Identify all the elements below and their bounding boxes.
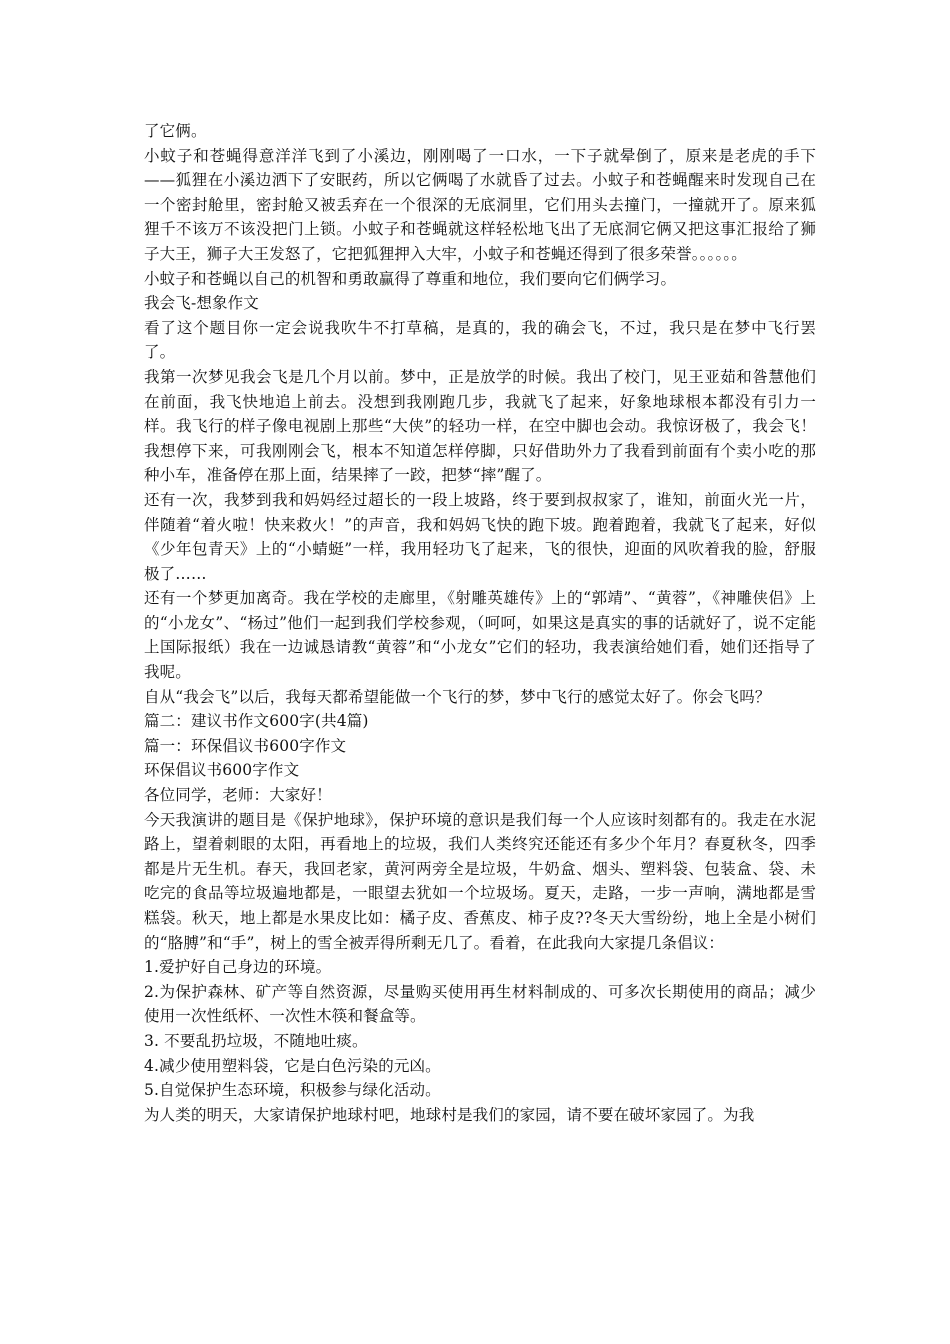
list-item: 5.自觉保护生态环境，积极参与绿化活动。 [144, 1081, 441, 1100]
paragraph: 各位同学，老师：大家好！ [144, 786, 332, 805]
section-title: 环保倡议书600字作文 [144, 761, 300, 780]
list-item: 2.为保护森林、矿产等自然资源，尽量购买使用再生材料制成的、可多次长期使用的商品；减少使用一次性纸杯、一次性木筷和餐盒等。 [144, 982, 816, 1026]
paragraph: 我第一次梦见我会飞是几个月以前。梦中，正是放学的时候。我出了校门，见王亚茹和昝慧他们在前面，我飞快地追上前去。没想到我刚跑几步，我就飞了起来，好象地球根本都没有引力一样。我飞行的样子像电视剧上那些“大侠”的轻功一样，在空中脚也会动。我惊讶极了，我会飞！我想停下来，可我刚刚会飞，根本不知道怎样停脚，只好借助外力了我看到前面有个卖小吃的那种小车，准备停在那上面，结果摔了一跤，把梦“摔”醒了。 [144, 367, 816, 485]
paragraph: 今天我演讲的题目是《保护地球》，保护环境的意识是我们每一个人应该时刻都有的。我走在水泥路上，望着刺眼的太阳，再看地上的垃圾，我们人类终究还能还有多少个年月？春夏秋冬，四季都是片无生机。春天，我回老家，黄河两旁全是垃圾，牛奶盒、烟头、塑料袋、包装盒、袋、未吃完的食品等垃圾遍地都是，一眼望去犹如一个垃圾场。夏天，走路，一步一声响，满地都是雪糕袋。秋天，地上都是水果皮比如：橘子皮、香蕉皮、柿子皮??冬天大雪纷纷，地上全是小树们的“胳膊”和“手”，树上的雪全被弄得所剩无几了。看着，在此我向大家提几条倡议： [144, 810, 816, 952]
paragraph: 还有一个梦更加离奇。我在学校的走廊里，《射雕英雄传》上的“郭靖”、“黄蓉”，《神雕侠侣》上的“小龙女”、“杨过”他们一起到我们学校参观，（呵呵，如果这是真实的事的话就好了，说不定能上国际报纸）我在一边诚恳请教“黄蓉”和“小龙女”它们的轻功，我表演给她们看，她们还指导了我呢。 [144, 589, 816, 682]
section-title: 篇二：建议书作文600字(共4篇) [144, 712, 369, 731]
section-title: 篇一：环保倡议书600字作文 [144, 736, 347, 755]
paragraph: 还有一次，我梦到我和妈妈经过超长的一段上坡路，终于要到叔叔家了，谁知，前面火光一片，伴随着“着火啦！快来救火！”的声音，我和妈妈飞快的跑下坡。跑着跑着，我就飞了起来，好似《少年包青天》上的“小蜻蜓”一样，我用轻功飞了起来，飞的很快，迎面的风吹着我的脸，舒服极了…… [144, 490, 816, 583]
paragraph: 小蚊子和苍蝇得意洋洋飞到了小溪边，刚刚喝了一口水，一下子就晕倒了，原来是老虎的手下——狐狸在小溪边洒下了安眠药，所以它俩喝了水就昏了过去。小蚊子和苍蝇醒来时发现自己在一个密封舱里，密封舱又被丢弃在一个很深的无底洞里，它们用头去撞门，一撞就开了。原来狐狸千不该万不该没把门上锁。小蚊子和苍蝇就这样轻松地飞出了无底洞它俩又把这事汇报给了狮子大王，狮子大王发怒了，它把狐狸押入大牢，小蚊子和苍蝇还得到了很多荣誉。。。。。。 [144, 146, 816, 263]
list-item: 4.减少使用塑料袋，它是白色污染的元凶。 [144, 1056, 441, 1075]
list-item: 3. 不要乱扔垃圾，不随地吐痰。 [144, 1031, 368, 1050]
section-title: 我会飞-想象作文 [144, 294, 259, 313]
paragraph: 自从“我会飞”以后，我每天都希望能做一个飞行的梦，梦中飞行的感觉太好了。你会飞吗？ [144, 687, 771, 706]
list-item: 1.爱护好自己身边的环境。 [144, 958, 332, 977]
document-body [144, 119, 816, 1127]
paragraph: 小蚊子和苍蝇以自己的机智和勇敢赢得了尊重和地位，我们要向它们俩学习。 [144, 269, 677, 288]
paragraph: 了它俩。 [144, 122, 207, 140]
paragraph: 为人类的明天，大家请保护地球村吧，地球村是我们的家园，请不要在破坏家园了。为我 [144, 1105, 755, 1124]
paragraph: 看了这个题目你一定会说我吹牛不打草稿，是真的，我的确会飞，不过，我只是在梦中飞行罢了。 [144, 318, 816, 362]
